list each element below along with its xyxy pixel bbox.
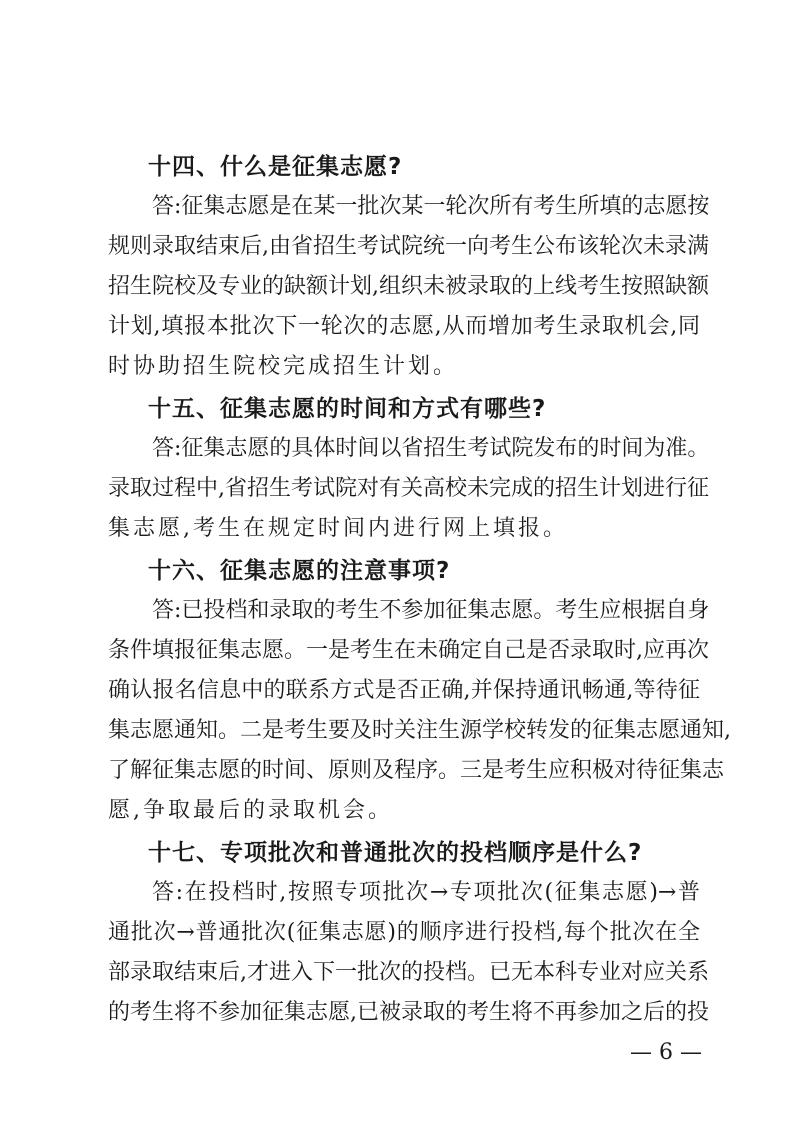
- paragraph-line: 答:征集志愿的具体时间以省招生考试院发布的时间为准。: [152, 436, 710, 461]
- section-heading-14: 十四、什么是征集志愿?: [148, 154, 403, 180]
- paragraph-line: 计划,填报本批次下一轮次的志愿,从而增加考生录取机会,同: [108, 314, 700, 339]
- paragraph-line: 规则录取结束后,由省招生考试院统一向考生公布该轮次未录满: [108, 234, 709, 259]
- paragraph-line: 答:征集志愿是在某一批次某一轮次所有考生所填的志愿按: [152, 194, 710, 219]
- paragraph-line: 集志愿通知。二是考生要及时关注生源学校转发的征集志愿通知,: [108, 718, 731, 743]
- section-heading-17: 十七、专项批次和普通批次的投档顺序是什么?: [148, 840, 643, 866]
- paragraph-line: 招生院校及专业的缺额计划,组织未被录取的上线考生按照缺额: [108, 274, 709, 299]
- paragraph-line: 录取过程中,省招生考试院对有关高校未完成的招生计划进行征: [108, 476, 709, 501]
- paragraph-line: 了解征集志愿的时间、原则及程序。三是考生应积极对待征集志: [108, 758, 725, 783]
- paragraph-line: 的考生将不参加征集志愿,已被录取的考生将不再参加之后的投: [108, 1000, 709, 1025]
- page-number: — 6 —: [630, 1040, 702, 1065]
- paragraph-line: 部录取结束后,才进入下一批次的投档。已无本科专业对应关系: [108, 960, 709, 985]
- paragraph-line: 愿,争取最后的录取机会。: [108, 798, 393, 823]
- paragraph-line: 答:已投档和录取的考生不参加征集志愿。考生应根据自身: [152, 598, 710, 623]
- section-heading-15: 十五、征集志愿的时间和方式有哪些?: [148, 396, 547, 422]
- paragraph-line: 确认报名信息中的联系方式是否正确,并保持通讯畅通,等待征: [108, 678, 700, 703]
- paragraph-line: 条件填报征集志愿。一是考生在未确定自己是否录取时,应再次: [108, 638, 709, 663]
- paragraph-line: 通批次→普通批次(征集志愿)的顺序进行投档,每个批次在全: [108, 920, 700, 945]
- section-heading-16: 十六、征集志愿的注意事项?: [148, 558, 451, 584]
- paragraph-line: 集志愿,考生在规定时间内进行网上填报。: [108, 516, 568, 541]
- paragraph-line: 答:在投档时,按照专项批次→专项批次(征集志愿)→普: [152, 880, 700, 905]
- paragraph-line: 时协助招生院校完成招生计划。: [108, 354, 459, 379]
